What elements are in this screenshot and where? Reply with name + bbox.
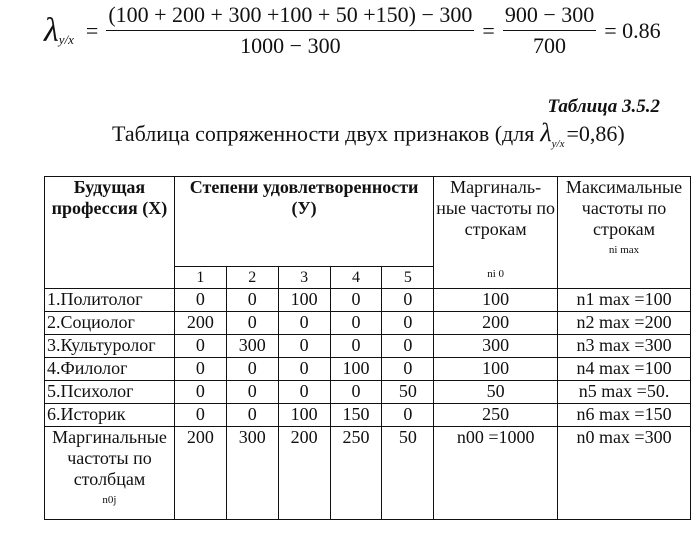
cell: 100 [278, 289, 330, 312]
row-max: n5 max =50. [558, 381, 691, 404]
cell: 0 [382, 289, 434, 312]
row-marginal: 50 [434, 381, 558, 404]
cell: 0 [382, 335, 434, 358]
row-max: n3 max =300 [558, 335, 691, 358]
formula-denominator-2: 700 [533, 33, 567, 58]
cell: 0 [226, 358, 278, 381]
table-row [45, 289, 691, 312]
cell: 0 [278, 335, 330, 358]
degree-5: 5 [382, 267, 434, 289]
header-max-rows-text: Максимальные частоты по строкам [565, 177, 683, 239]
header-max-rows-label: ni max [608, 244, 640, 256]
cell: 0 [330, 335, 382, 358]
formula-fraction-2 [503, 4, 596, 57]
lambda-formula [44, 4, 669, 57]
header-marginal-rows-text: Маргиналь-ные частоты по строкам [436, 177, 555, 239]
cell: 50 [382, 381, 434, 404]
cell: 0 [226, 404, 278, 427]
totals-max: n0 max =300 [558, 427, 691, 520]
total-cell: 50 [382, 427, 434, 520]
totals-marginal: n00 =1000 [434, 427, 558, 520]
caption-lambda: λ [540, 118, 552, 147]
formula-lambda: λ [44, 11, 59, 49]
row-max: n2 max =200 [558, 312, 691, 335]
caption-text: Таблица сопряженности двух признаков (для [112, 121, 535, 146]
cell: 0 [278, 358, 330, 381]
cell: 0 [330, 381, 382, 404]
totals-label-cell [45, 427, 175, 520]
table-row [45, 381, 691, 404]
totals-label: Маргинальные частоты по столбцам [52, 427, 167, 489]
cell: 0 [226, 312, 278, 335]
table-number-label: Таблица 3.5.2 [547, 96, 660, 117]
row-marginal: 100 [434, 358, 558, 381]
table-row [45, 358, 691, 381]
cell: 0 [382, 312, 434, 335]
row-max: n1 max =100 [558, 289, 691, 312]
degree-1: 1 [174, 267, 226, 289]
formula-equals-1: = [85, 17, 99, 43]
row-name: 4.Филолог [45, 358, 175, 381]
row-name: 3.Культуролог [45, 335, 175, 358]
formula-subscript: y/x [58, 32, 74, 47]
header-profession: Будущая профессия (X) [45, 177, 175, 289]
table-caption [112, 118, 625, 148]
formula-denominator-1: 1000 − 300 [240, 33, 341, 58]
row-marginal: 300 [434, 335, 558, 358]
formula-numerator-1: (100 + 200 + 300 +100 + 50 +150) − 300 [106, 4, 474, 31]
row-marginal: 200 [434, 312, 558, 335]
cell: 150 [330, 404, 382, 427]
row-marginal: 100 [434, 289, 558, 312]
degree-2: 2 [226, 267, 278, 289]
row-marginal: 250 [434, 404, 558, 427]
row-name: 6.Историк [45, 404, 175, 427]
cell: 0 [174, 381, 226, 404]
table-row [45, 335, 691, 358]
cell: 0 [330, 312, 382, 335]
cell: 200 [174, 312, 226, 335]
caption-subscript: y/x [551, 138, 565, 150]
total-cell: 250 [330, 427, 382, 520]
cell: 0 [226, 289, 278, 312]
total-cell: 200 [174, 427, 226, 520]
table-row [45, 312, 691, 335]
cell: 100 [278, 404, 330, 427]
cell: 0 [278, 381, 330, 404]
row-name: 1.Политолог [45, 289, 175, 312]
table-row [45, 404, 691, 427]
degree-3: 3 [278, 267, 330, 289]
cell: 0 [174, 404, 226, 427]
row-max: n4 max =100 [558, 358, 691, 381]
cell: 0 [174, 335, 226, 358]
formula-numerator-2: 900 − 300 [503, 4, 596, 31]
header-marginal-rows [434, 177, 558, 289]
totals-row [45, 427, 691, 520]
formula-fraction-1 [106, 4, 474, 57]
caption-value: =0,86) [566, 121, 625, 146]
formula-equals-2: = [482, 17, 495, 43]
header-degrees: Степени удовлетворенности (У) [174, 177, 433, 267]
cell: 0 [278, 312, 330, 335]
total-cell: 300 [226, 427, 278, 520]
header-marginal-rows-label: ni 0 [487, 268, 505, 280]
row-name: 5.Психолог [45, 381, 175, 404]
cell: 0 [382, 404, 434, 427]
row-max: n6 max =150 [558, 404, 691, 427]
degree-4: 4 [330, 267, 382, 289]
cell: 0 [330, 289, 382, 312]
cell: 0 [174, 358, 226, 381]
total-cell: 200 [278, 427, 330, 520]
cell: 100 [330, 358, 382, 381]
contingency-table [44, 176, 691, 520]
cell: 0 [174, 289, 226, 312]
formula-result: = 0.86 [604, 17, 661, 43]
cell: 300 [226, 335, 278, 358]
header-max-rows [558, 177, 691, 289]
cell: 0 [226, 381, 278, 404]
cell: 0 [382, 358, 434, 381]
row-name: 2.Социолог [45, 312, 175, 335]
totals-label-n: n0j [102, 494, 117, 506]
